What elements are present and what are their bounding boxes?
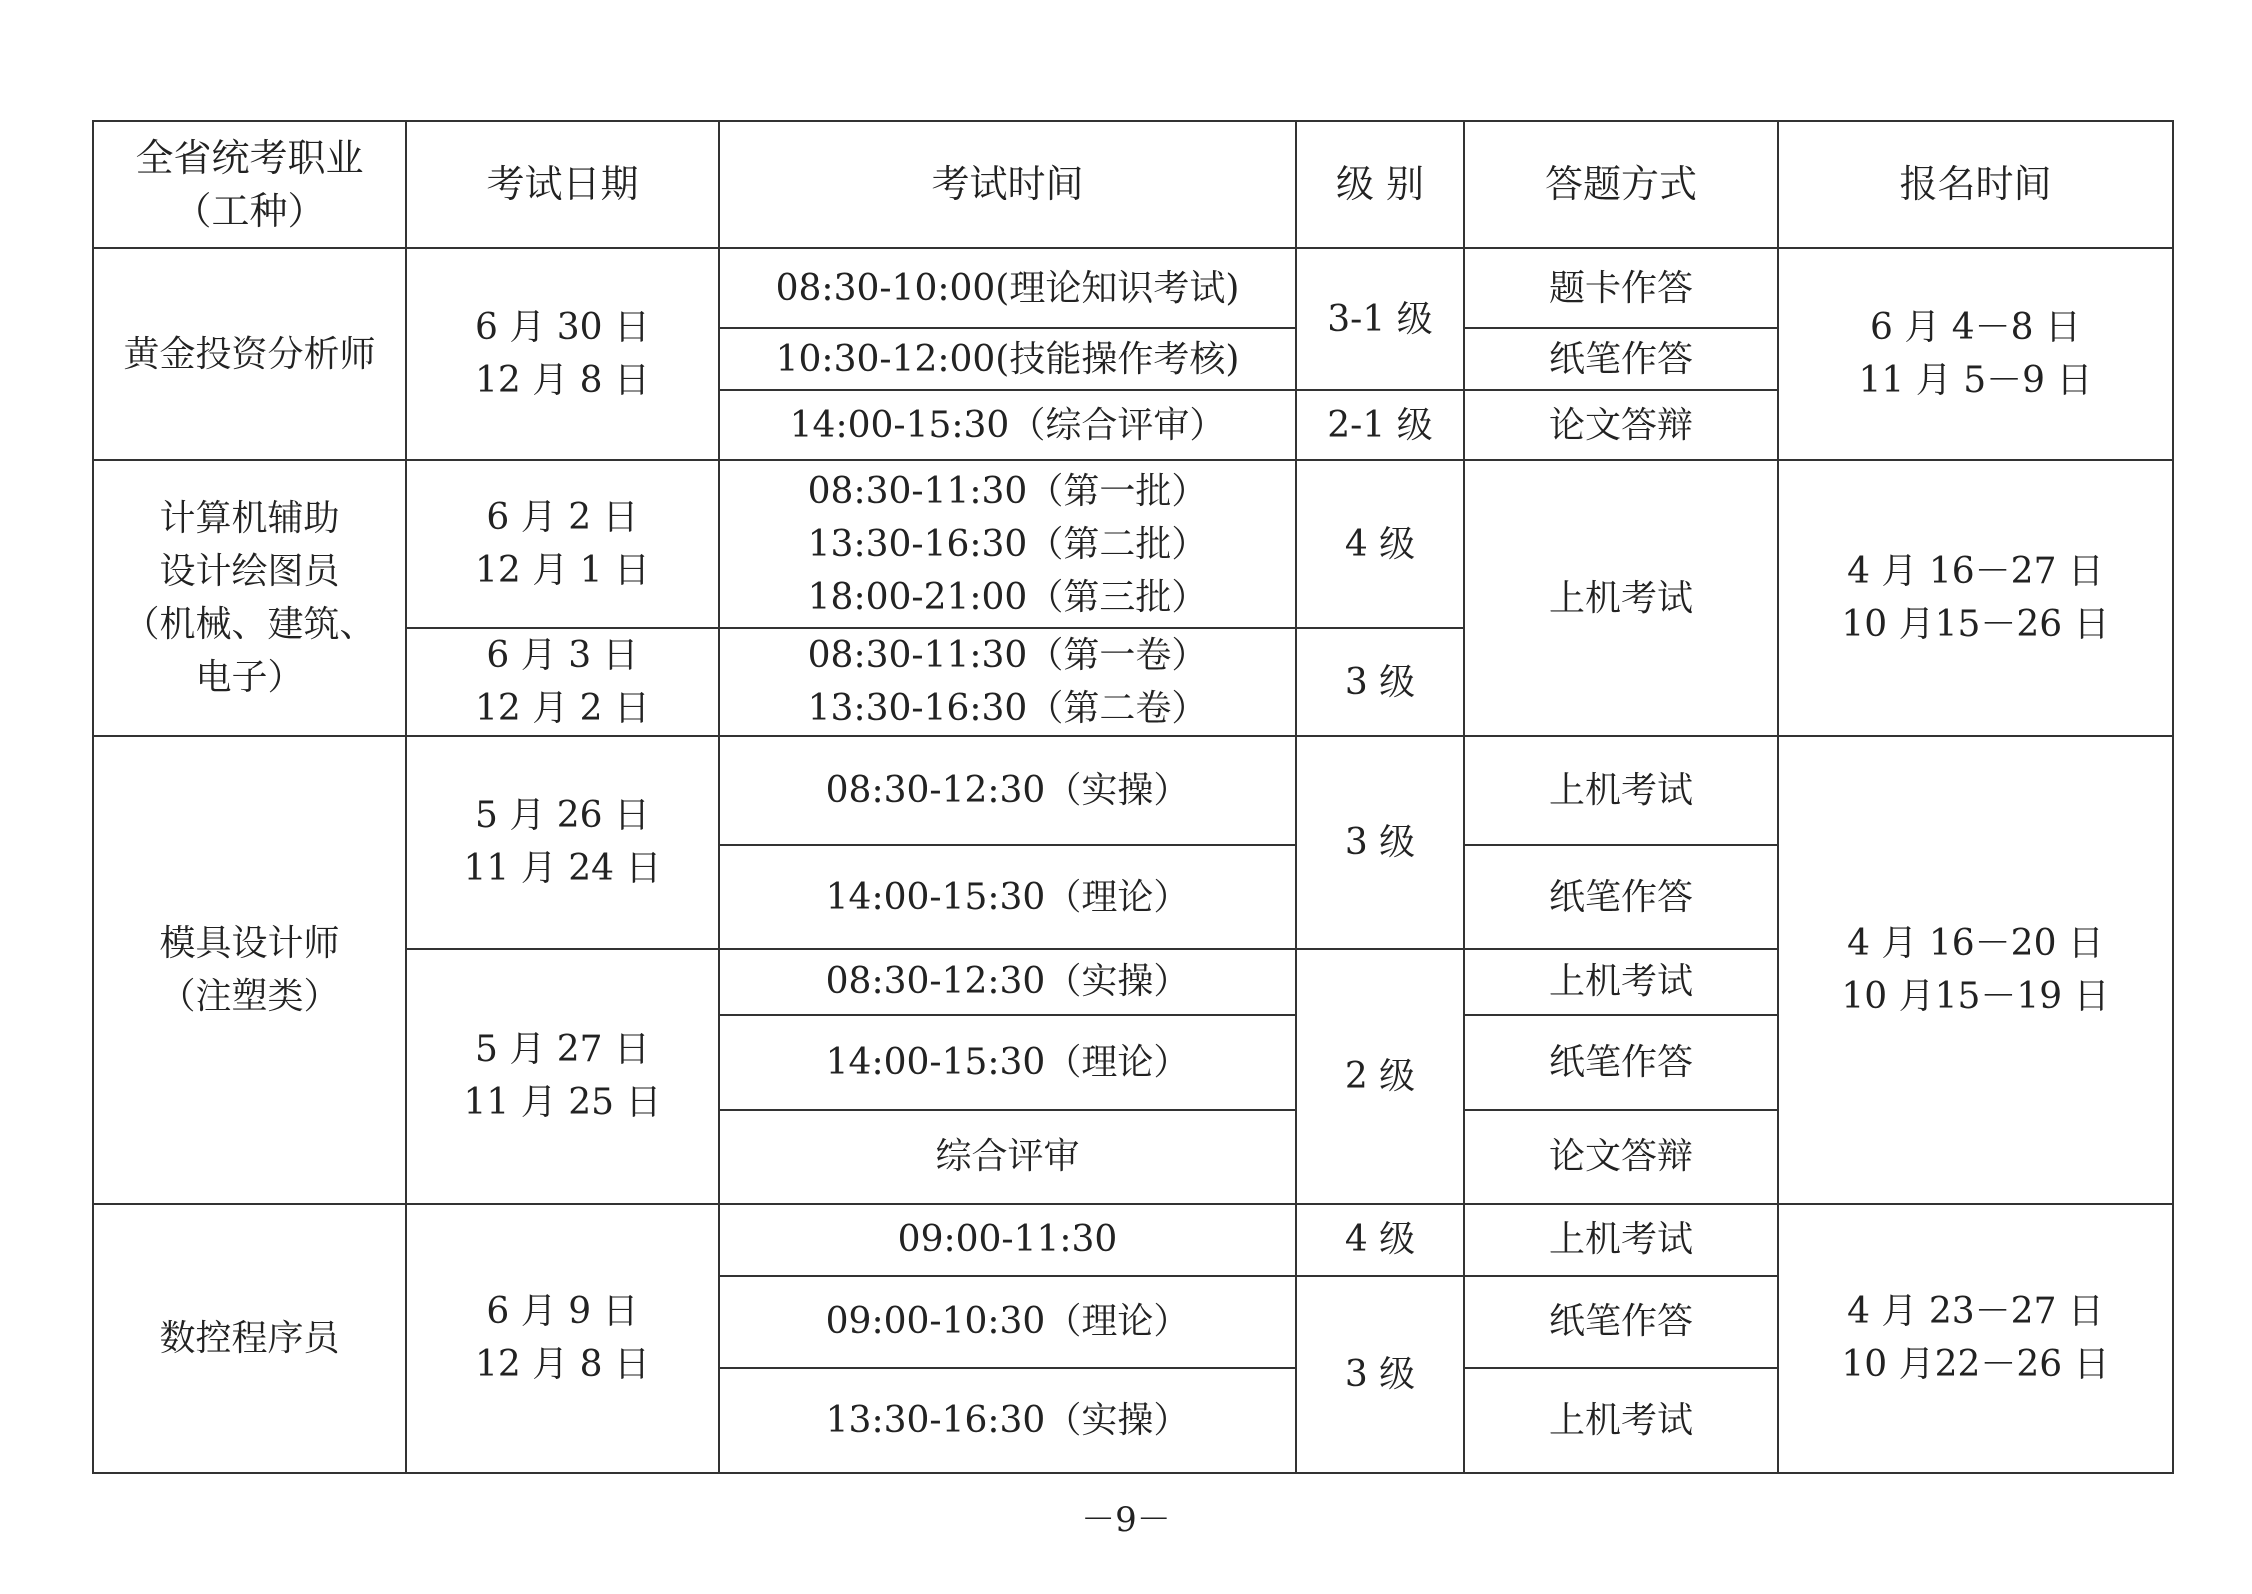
occupation-cell: 计算机辅助 设计绘图员 （机械、建筑、 电子） (93, 460, 406, 736)
exam-time-cell: 13:30-16:30（实操） (719, 1368, 1296, 1473)
occupation-cell: 黄金投资分析师 (93, 248, 406, 460)
answer-mode-cell: 论文答辩 (1464, 1110, 1778, 1204)
answer-mode-cell: 纸笔作答 (1464, 328, 1778, 390)
answer-mode-cell: 纸笔作答 (1464, 845, 1778, 948)
exam-date-cell: 6 月 3 日 12 月 2 日 (406, 628, 719, 736)
exam-date-cell: 5 月 27 日 11 月 25 日 (406, 949, 719, 1204)
occupation-cell: 数控程序员 (93, 1204, 406, 1473)
header-answer-mode: 答题方式 (1464, 121, 1778, 248)
level-cell: 2 级 (1296, 949, 1464, 1204)
exam-time-cell: 08:30-11:30（第一卷） 13:30-16:30（第二卷） (719, 628, 1296, 736)
registration-cell: 4 月 16－20 日 10 月15－19 日 (1778, 736, 2173, 1203)
table-row (93, 248, 2173, 328)
header-registration-time: 报名时间 (1778, 121, 2173, 248)
header-exam-time: 考试时间 (719, 121, 1296, 248)
level-cell: 3-1 级 (1296, 248, 1464, 390)
table-row (93, 460, 2173, 628)
level-cell: 4 级 (1296, 460, 1464, 628)
exam-time-cell: 09:00-11:30 (719, 1204, 1296, 1276)
exam-time-cell: 08:30-10:00(理论知识考试) (719, 248, 1296, 328)
exam-time-cell: 09:00-10:30（理论） (719, 1276, 1296, 1368)
exam-date-cell: 6 月 30 日 12 月 8 日 (406, 248, 719, 460)
table-header-row (93, 121, 2173, 248)
table-row (93, 1204, 2173, 1276)
exam-date-cell: 6 月 2 日 12 月 1 日 (406, 460, 719, 628)
exam-time-cell: 10:30-12:00(技能操作考核) (719, 328, 1296, 390)
answer-mode-cell: 上机考试 (1464, 1368, 1778, 1473)
registration-cell: 6 月 4－8 日 11 月 5－9 日 (1778, 248, 2173, 460)
header-exam-date: 考试日期 (406, 121, 719, 248)
exam-time-cell: 14:00-15:30（综合评审） (719, 390, 1296, 460)
level-cell: 3 级 (1296, 628, 1464, 736)
registration-cell: 4 月 16－27 日 10 月15－26 日 (1778, 460, 2173, 736)
exam-time-cell: 08:30-12:30（实操） (719, 949, 1296, 1015)
answer-mode-cell: 题卡作答 (1464, 248, 1778, 328)
answer-mode-cell: 纸笔作答 (1464, 1276, 1778, 1368)
exam-schedule-table (92, 120, 2174, 1474)
occupation-cell: 模具设计师 （注塑类） (93, 736, 406, 1203)
answer-mode-cell: 上机考试 (1464, 460, 1778, 736)
level-cell: 4 级 (1296, 1204, 1464, 1276)
header-level: 级 别 (1296, 121, 1464, 248)
answer-mode-cell: 上机考试 (1464, 949, 1778, 1015)
exam-time-cell: 14:00-15:30（理论） (719, 845, 1296, 948)
answer-mode-cell: 上机考试 (1464, 1204, 1778, 1276)
answer-mode-cell: 纸笔作答 (1464, 1015, 1778, 1110)
exam-time-cell: 08:30-12:30（实操） (719, 736, 1296, 845)
registration-cell: 4 月 23－27 日 10 月22－26 日 (1778, 1204, 2173, 1473)
exam-date-cell: 5 月 26 日 11 月 24 日 (406, 736, 719, 948)
level-cell: 3 级 (1296, 736, 1464, 948)
level-cell: 2-1 级 (1296, 390, 1464, 460)
answer-mode-cell: 上机考试 (1464, 736, 1778, 845)
header-occupation: 全省统考职业 （工种） (93, 121, 406, 248)
table-row (93, 736, 2173, 845)
exam-date-cell: 6 月 9 日 12 月 8 日 (406, 1204, 719, 1473)
exam-time-cell: 14:00-15:30（理论） (719, 1015, 1296, 1110)
exam-time-cell: 综合评审 (719, 1110, 1296, 1204)
exam-time-cell: 08:30-11:30（第一批） 13:30-16:30（第二批） 18:00-21:00（第三批） (719, 460, 1296, 628)
answer-mode-cell: 论文答辩 (1464, 390, 1778, 460)
level-cell: 3 级 (1296, 1276, 1464, 1473)
page-number: －9－ (1081, 1500, 1171, 1540)
